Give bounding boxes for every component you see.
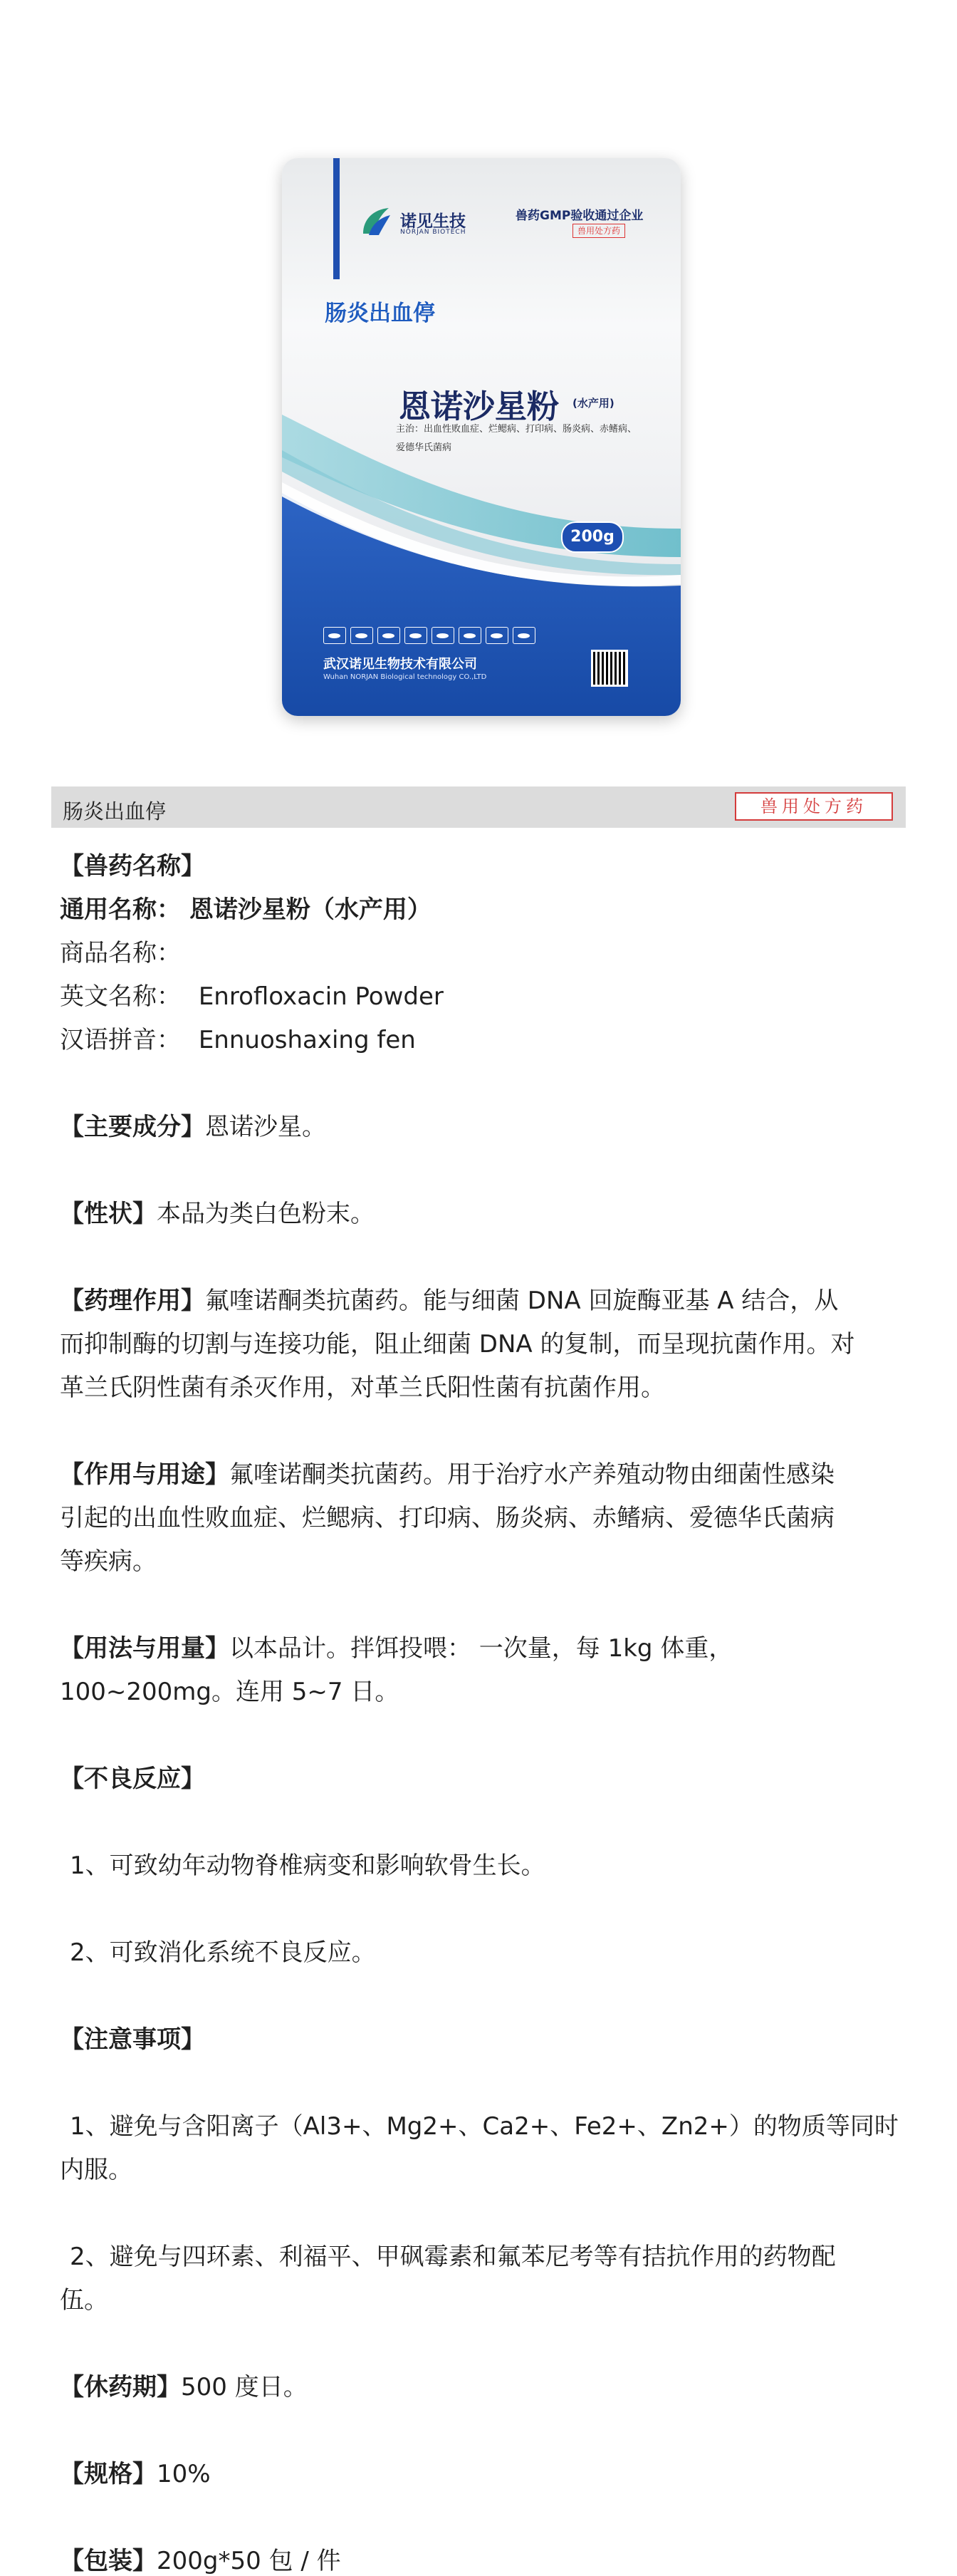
company-logo	[357, 202, 486, 242]
usage-line-3: 等疾病。	[60, 1547, 157, 1576]
pharmacology-label: 【药理作用】	[60, 1287, 205, 1315]
product-package-image	[282, 158, 681, 716]
caution-item-1-line-1: 1、避免与含阳离子（Al3+、Mg2+、Ca2+、Fe2+、Zn2+）的物质等同时	[70, 2112, 899, 2141]
package-manufacturer-name: 武汉诺见生物技术有限公司	[323, 657, 477, 672]
property-label: 【性状】	[60, 1200, 157, 1228]
package-company-name: 诺见生技	[400, 212, 466, 231]
english-name-label: 英文名称：	[60, 982, 181, 1011]
caution-item-2-line-2: 伍。	[60, 2286, 108, 2315]
package-manufacturer-english: Wuhan NORJAN Biological technology CO.,LTD	[323, 673, 487, 681]
product-title-bar	[51, 786, 906, 828]
property-text: 本品为类白色粉末。	[157, 1200, 375, 1228]
trade-name-row	[60, 933, 181, 968]
spec-row	[60, 2454, 211, 2489]
withdrawal-row	[60, 2367, 308, 2402]
product-title: 肠炎出血停	[63, 799, 167, 824]
caution-item-2-line-1: 2、避免与四环素、利福平、甲砜霉素和氟苯尼考等有拮抗作用的药物配	[70, 2243, 836, 2271]
pharmacology-line-3: 革兰氏阴性菌有杀灭作用，对革兰氏阳性菌有抗菌作用。	[60, 1373, 665, 1402]
pinyin-row	[60, 1020, 416, 1055]
fish-icon	[323, 627, 346, 644]
trade-name-label: 商品名称：	[60, 939, 181, 967]
pharmacology-line-2: 而抑制酶的切割与连接功能，阻止细菌 DNA 的复制，而呈现抗菌作用。对	[60, 1330, 855, 1359]
usage-line-1	[60, 1455, 835, 1490]
ingredient-text: 恩诺沙星。	[205, 1113, 326, 1141]
pharmacology-line-1	[60, 1281, 838, 1316]
spec-label: 【规格】	[60, 2460, 157, 2488]
package-product-tag: (水产用)	[572, 397, 615, 410]
rx-drug-stamp: 兽用处方药	[735, 792, 893, 821]
dosage-line-1	[60, 1629, 733, 1663]
english-name-row	[60, 977, 444, 1012]
usage-line-2: 引起的出血性败血症、烂鳃病、打印病、肠炎病、赤鳍病、爱德华氏菌病	[60, 1504, 835, 1532]
fish-icon	[513, 627, 535, 644]
package-blue-stripe	[333, 158, 340, 279]
fish-icon	[377, 627, 400, 644]
package-company-english: NORJAN BIOTECH	[400, 229, 466, 236]
drug-name-header: 【兽药名称】	[60, 852, 205, 881]
usage-label: 【作用与用途】	[60, 1460, 229, 1489]
packing-label: 【包装】	[60, 2547, 157, 2575]
dosage-line-2: 100~200mg。连用 5~7 日。	[60, 1678, 399, 1706]
packing-row	[60, 2541, 341, 2576]
packing-text: 200g*50 包 / 件	[157, 2547, 341, 2575]
package-rx-badge: 兽用处方药	[572, 224, 625, 238]
withdrawal-text: 500 度日。	[181, 2373, 308, 2401]
fish-icon	[404, 627, 427, 644]
package-brand-name: 肠炎出血停	[325, 301, 435, 326]
pinyin-value: Ennuoshaxing fen	[198, 1026, 416, 1054]
package-product-name: 恩诺沙星粉	[399, 388, 560, 425]
qr-code-icon	[591, 650, 628, 687]
package-bag	[282, 158, 681, 716]
adverse-item-1: 1、可致幼年动物脊椎病变和影响软骨生长。	[70, 1852, 545, 1880]
pharmacology-text: 氟喹诺酮类抗菌药。能与细菌 DNA 回旋酶亚基 A 结合，从	[205, 1287, 839, 1315]
property-row	[60, 1194, 375, 1229]
generic-name-label: 通用名称：	[60, 895, 181, 924]
english-name-value: Enrofloxacin Powder	[198, 982, 444, 1011]
caution-item-1-line-2: 内服。	[60, 2156, 132, 2184]
gmp-certification-text: 兽药GMP验收通过企业	[516, 209, 644, 223]
adverse-label: 【不良反应】	[60, 1765, 205, 1793]
ingredient-label: 【主要成分】	[60, 1113, 205, 1141]
fish-icon	[432, 627, 454, 644]
adverse-item-2: 2、可致消化系统不良反应。	[70, 1938, 376, 1967]
package-indication: 主治：出血性败血症、烂鳃病、打印病、肠炎病、赤鳍病、爱德华氏菌病	[396, 424, 637, 453]
package-animal-icons	[323, 627, 535, 644]
pinyin-label: 汉语拼音：	[60, 1026, 181, 1054]
fish-icon	[459, 627, 481, 644]
dosage-text: 以本品计。拌饵投喂： 一次量，每 1kg 体重，	[229, 1634, 733, 1663]
caution-label: 【注意事项】	[60, 2025, 205, 2054]
generic-name-row	[60, 890, 432, 925]
ingredient-row	[60, 1107, 326, 1142]
leaf-logo-icon	[357, 202, 394, 239]
dosage-label: 【用法与用量】	[60, 1634, 229, 1663]
usage-text: 氟喹诺酮类抗菌药。用于治疗水产养殖动物由细菌性感染	[229, 1460, 835, 1489]
fish-icon	[486, 627, 508, 644]
generic-name-value: 恩诺沙星粉（水产用）	[189, 895, 432, 924]
spec-text: 10%	[157, 2460, 211, 2488]
withdrawal-label: 【休药期】	[60, 2373, 181, 2401]
package-weight-badge: 200g	[561, 521, 624, 553]
fish-icon	[350, 627, 373, 644]
